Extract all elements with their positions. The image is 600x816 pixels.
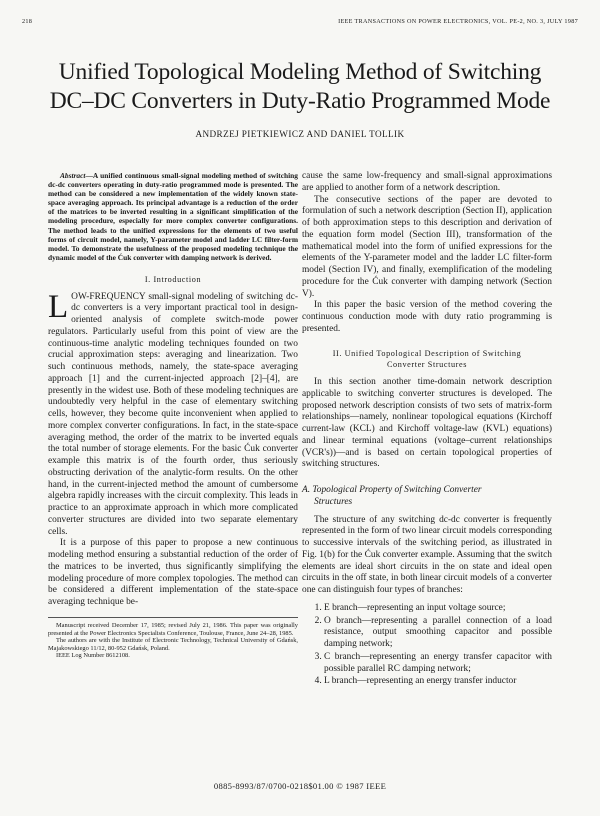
left-column [48,171,298,660]
footnote-received: Manuscript received December 17, 1985; revised July 21, 1986. This paper was originally presented at the Power Electronics Specialists Conference, Toulouse, France, June 24–28, 1985. [48,621,298,637]
section-2-paragraph: In this section another time-domain network description applicable to switching converter structures is developed. The proposed network description consists of two sets of matrix-form relationships—namely, nonlinear topological equations (Kirchoff current-law (KCL) and Kirchoff voltage-law (KVL) equations) and linear terminal equations (voltage–current relationships (VCR's))—and is based on certain topological properties of switching structures. [302,377,552,470]
paper-title [0,58,600,116]
title-line-2: DC–DC Converters in Duty-Ratio Programmed Mode [49,88,551,114]
journal-name: IEEE TRANSACTIONS ON POWER ELECTRONICS, VOL. PE-2, NO. 3, JULY 1987 [338,18,578,25]
footnote-affiliation: The authors are with the Institute of Electronic Technology, Technical University of Gdańsk, Majakowskiego 11/12, 80-952 Gdańsk, Poland. [48,637,298,652]
list-item: 2. O branch—representing a parallel connection of a load resistance, output smoothing capacitor and possible damping network; [324,616,552,651]
list-item: 1. E branch—representing an input voltage source; [324,603,552,615]
list-item: 3. C branch—representing an energy transfer capacitor with possible parallel RC damping network; [324,652,552,676]
intro-paragraph-2: It is a purpose of this paper to propose a new continuous modeling method ensuring a substantial reduction of the order of the matrices to be inverted, thus significantly simplifying the modeling procedure of more complex topologies. The method can be considered a different implementation of the state-space averaging technique be- [48,538,298,608]
right-paragraph-2: The consecutive sections of the paper are devoted to formulation of such a network description (Section II), application of both approximation steps to this description and derivation of the equation form model (Section III), transformation of the mathematical model into the form of unified expressions for the elements of the Y-parameter model and the ladder LC filter-form model (Section IV), and finally, exemplification of the modeling procedure for the Ćuk converter with damping network (Section V). [302,194,552,299]
subsection-a-heading: A. Topological Property of Switching Converter Structures [302,485,482,507]
right-column [302,171,552,689]
section-1-heading: I. Introduction [144,274,202,284]
authors: ANDRZEJ PIETKIEWICZ AND DANIEL TOLLIK [195,129,405,139]
list-item: 4. L branch—representing an energy transfer inductor [324,676,552,688]
intro-paragraph-1: LOW-FREQUENCY small-signal modeling of switching dc-dc converters is a very important practical tool in design-oriented analysis of complete switch-mode power regulators. Particularly useful from this point of view are the continuous-time analytic modeling techniques founded on two crucial approximation steps: averaging and linearization. Two such continuous methods, namely, the state-space averaging approach [1] and the current-injected approach [2]–[4], are presently in the widest use. Both of these modeling techniques are undoubtedly very helpful in the case of elementary switching cells, however, they become quite inconvenient when applied to more complex converter configurations. In fact, in the state-space averaging method, the order of the matrix to be inverted equals the total number of storage elements. For the basic Ćuk converter example this matrix is of the fourth order, thus seriously obstructing derivation of the analytic-form results. On the other hand, in the current-injected method the amount of cumbersome algebra rapidly increases with the circuit complexity. This leads in practice to an approximate approach in which more complicated converter structures are divided into two separate elementary cells. [48,288,298,537]
section-2-heading: II. Unified Topological Description of Switching Converter Structures [332,348,522,370]
drop-cap: L [48,288,69,325]
copyright-line: 0885-8993/87/0700-0218$01.00 © 1987 IEEE [213,781,387,791]
footnote [48,617,298,660]
running-header [22,18,578,30]
subsection-a-paragraph: The structure of any switching dc-dc converter is frequently represented in the form of two linear circuit models corresponding to successive intervals of the switching period, as illustrated in Fig. 1(b) for the Ćuk converter example. Assuming that the switch elements are ideal short circuits in the on state and ideal open circuits in the off state, in both linear circuit models of a converter one can distinguish four types of branches: [302,514,552,595]
abstract [48,171,298,262]
footnote-log-number: IEEE Log Number 8612108. [56,652,130,660]
right-paragraph-1: cause the same low-frequency and small-signal approximations are applied to another form of a network description. [302,171,552,193]
branch-list [302,603,552,688]
title-line-1: Unified Topological Modeling Method of Switching [58,59,542,85]
page-number: 218 [22,18,33,25]
abstract-text: —A unified continuous small-signal modeling method of switching dc-dc converters operating in duty-ratio programmed mode is presented. The method can be considered a new implementation of the widely known state-space averaging approach. Its principal advantage is a reduction of the order of the matrices to be inverted resulting in a significant simplification of the modeling procedure, especially for more complex converter configurations. The method leads to the unified expressions for the elements of two useful forms of circuit model, namely, Y-parameter model and ladder LC filter-form model. To demonstrate the usefulness of the proposed modeling technique the dynamic model of the Ćuk converter with damping network is derived. [48,171,298,262]
abstract-label: Abstract [60,171,86,180]
right-paragraph-3: In this paper the basic version of the method covering the continuous conduction mode with duty ratio programming is presented. [302,300,552,334]
